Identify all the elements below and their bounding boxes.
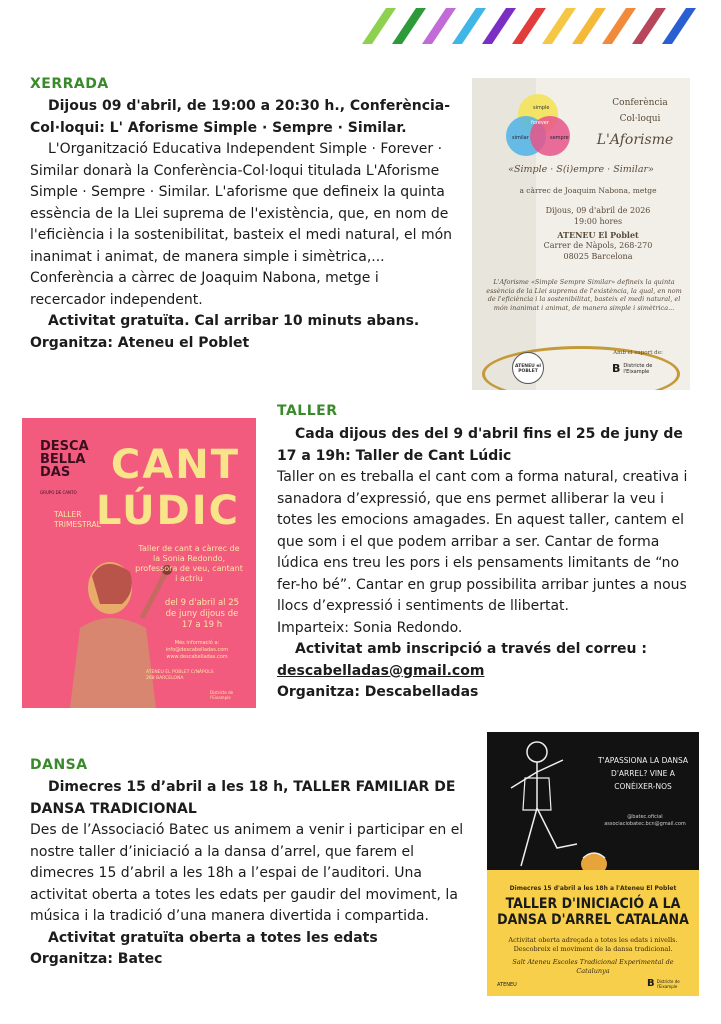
venn-label: sempre [550, 135, 569, 141]
poster-speaker: a càrrec de Joaquim Nabona, metge [519, 186, 657, 195]
poster-time: 19:00 hores [573, 217, 623, 226]
barcelona-b-icon: B [612, 362, 621, 375]
xerrada-poster [472, 78, 690, 390]
taller-heading: Cada dijous des del 9 d'abril fins el 25 de juny de 17 a 19h: Taller de Cant Lúdic [277, 426, 683, 464]
poster-subtitle: TALLER TRIMESTRAL [54, 510, 101, 529]
dansa-poster [487, 732, 699, 996]
taller-organizer: Organitza: Descabelladas [277, 684, 479, 700]
poster-city: 08025 Barcelona [563, 252, 633, 261]
barcelona-b-icon: B [647, 978, 655, 989]
poster-dates: del 9 d'abril al 25 de juny dijous de 17 a 19 h [164, 598, 240, 630]
dansa-heading: Dimecres 15 d’abril a les 18 h, TALLER FAMILIAR DE DANSA TRADICIONAL [30, 779, 456, 817]
poster-brand-sub: GRUPO DE CANTO [40, 490, 77, 495]
poster-street: Carrer de Nàpols, 268-270 [543, 241, 653, 250]
stripe [632, 8, 666, 44]
poster-dansa-desc: Activitat oberta adreçada a totes les edats i nivells. Descobreix el moviment de la dansa tradicional. [508, 936, 678, 953]
poster-title-1: Conferència [612, 98, 668, 108]
rainbow-stripes [362, 4, 702, 48]
poster-contact: Més informació a: info@descabelladas.com www.descabelladas.com [165, 640, 229, 660]
section-label-taller: TALLER [277, 403, 338, 419]
stripe [422, 8, 456, 44]
xerrada-text [30, 96, 458, 354]
poster-title-cant: CANT [110, 442, 240, 488]
xerrada-body: L'Organització Educativa Independent Simple · Forever · Similar donarà la Conferència-Col·loqui titulada L'Aforisme Simple · Sempre · Similar. L'aforisme que defineix la quinta essència de la Llei suprema de l'existència, que, en nom de l'eficiència i la sostenibilitat, basteix el medi natural, el món inanimat i animat, de manera simple i simètrica,... Conferència a càrrec de Joaquim Nabona, metge i recercador independent. [30, 141, 453, 308]
stripe [602, 8, 636, 44]
poster-dansa-title: TALLER D'INICIACIÓ A LA DANSA D'ARREL CATALANA [497, 896, 689, 928]
poster-dansa-foot: Salt Ateneu Escoles Tradicional Experimental de Catalunya [512, 958, 674, 975]
stripe [452, 8, 486, 44]
poster-question: T'APASSIONA LA DANSA D'ARREL? VINE A CONÈIXER-NOS [598, 756, 688, 791]
dansa-body: Des de l’Associació Batec us animem a venir i participar en el nostre taller d’iniciació a la dansa d’arrel, que farem el dimecres 15 d’abril a les 18h a l’espai de l’auditori. Una activitat oberta a totes les edats per gaudir del moviment, la música i la tradició d’una manera divertida i compartida. [30, 822, 464, 924]
stripe [512, 8, 546, 44]
poster-title-4: «Simple · S(i)empre · Similar» [508, 164, 654, 175]
taller-note: Activitat amb inscripció a través del correu : [295, 641, 647, 657]
dansa-organizer: Organitza: Batec [30, 951, 163, 967]
stripe [482, 8, 516, 44]
poster-logo-district [647, 978, 687, 989]
poster-date: Dijous, 09 d'abril de 2026 [545, 206, 651, 215]
poster-title-2: Col·loqui [619, 114, 661, 124]
poster-brand: DESCA BELLA DAS [40, 439, 89, 480]
poster-desc: Taller de cant a càrrec de la Sonia Redondo, professora de veu, cantant i actriu [135, 544, 243, 583]
poster-district-logo: Districte de l'Eixample [210, 690, 234, 700]
poster-title-3: L'Aforisme [596, 132, 674, 148]
taller-body: Taller on es treballa el cant com a forma natural, creativa i sanadora d’expressió, que ens permet alliberar la veu i totes les emocions amagades. En aquest taller, cantem el que som i el que podem arribar a ser. Cantar de forma lúdica ens treu les pors i els pensaments limitants de “no fer-ho bé”. Cantar en grup possibilita arribar juntes a nous llocs d’expressió i sentiments de llibertat. [277, 469, 688, 614]
taller-poster [22, 418, 256, 708]
stripe [362, 8, 396, 44]
district-logo-text: Districte de l'Eixample [623, 362, 653, 375]
poster-quote: L'Aforisme «Simple Sempre Similar» defineix la quinta essència de la Llei suprema de l'existència, la qual, en nom de l'eficiència i la sostenibilitat, basteix el medi natural, el món inanimat i animat, de manera simple i simètrica... [486, 278, 682, 312]
xerrada-note: Activitat gratuïta. Cal arribar 10 minuts abans. [48, 313, 420, 329]
section-label-dansa: DANSA [30, 757, 88, 773]
stripe [542, 8, 576, 44]
poster-place: ATENEU EL POBLET C/NÀPOLS 268 BARCELONA [146, 670, 214, 681]
stripe [662, 8, 696, 44]
ateneu-logo-text: ATENEU el POBLET [515, 364, 541, 374]
poster-logo-ateneu: ATENEU [497, 982, 517, 988]
section-label-xerrada: XERRADA [30, 76, 109, 92]
taller-email-link[interactable]: descabelladas@gmail.com [277, 662, 485, 679]
venn-label: simple [533, 105, 550, 111]
dansa-note: Activitat gratuïta oberta a totes les edats [48, 929, 378, 946]
xerrada-organizer: Organitza: Ateneu el Poblet [30, 334, 250, 351]
poster-date-line: Dimecres 15 d'abril a les 18h a l'Ateneu El Poblet [509, 885, 677, 892]
venn-label: similar [512, 135, 529, 141]
taller-text [277, 424, 701, 704]
dansa-text [30, 777, 472, 971]
stripe [392, 8, 426, 44]
ateneu-logo [512, 352, 544, 384]
district-logo [612, 362, 663, 375]
taller-teacher: Imparteix: Sonia Redondo. [277, 619, 463, 636]
xerrada-heading: Dijous 09 d'abril, de 19:00 a 20:30 h., Conferència-Col·loqui: L' Aforisme Simple · Sempre · Similar. [30, 98, 451, 136]
district-logo-text: Districte de l'Eixample [656, 978, 680, 989]
venn-label: forever [531, 120, 549, 126]
poster-venue: ATENEU El Poblet [557, 230, 639, 240]
venn-diagram-icon [500, 92, 576, 160]
dancer-illustration [491, 738, 587, 870]
poster-support: Amb el suport de: [613, 350, 663, 356]
poster-title-ludic: LÚDIC [96, 488, 240, 534]
stripe [572, 8, 606, 44]
poster-contact: @batec.oficial associaciobatec.bcn@gmail.com [604, 814, 686, 827]
